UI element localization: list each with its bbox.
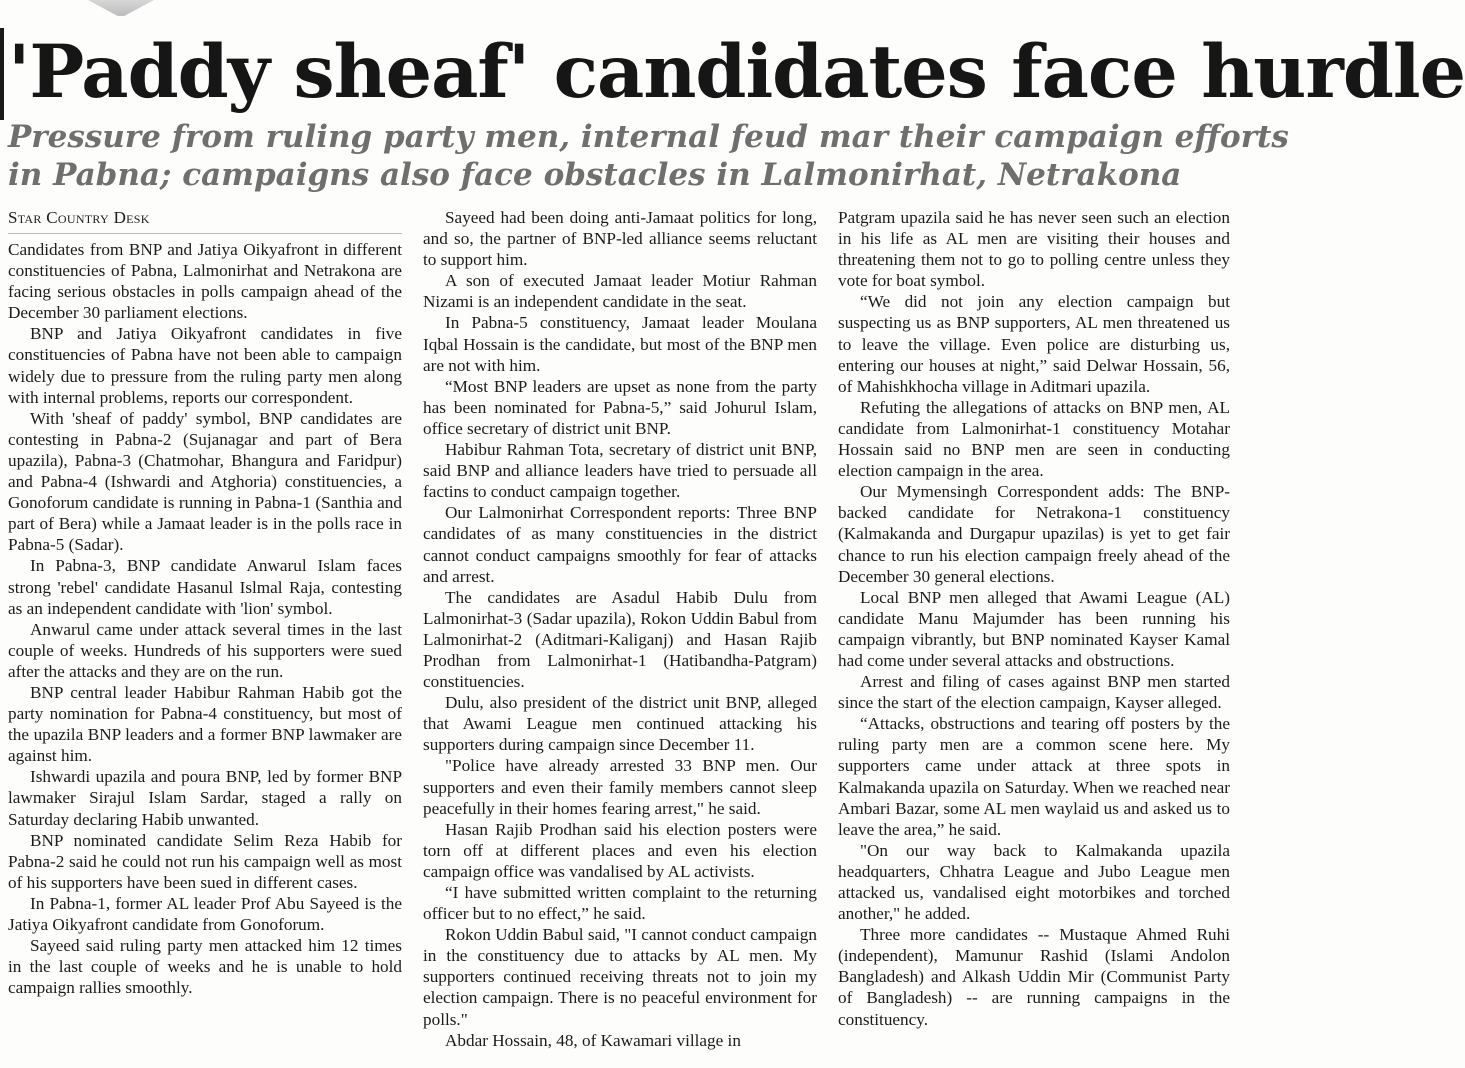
headline-rule bbox=[0, 28, 4, 120]
paragraph: The candidates are Asadul Habib Dulu from Lalmonirhat-3 (Sadar upazila), Rokon Uddin Babul from Lalmonirhat-2 (Aditmari-Kaliganj) and Hasan Rajib Prodhan from Lalmonirhat-1 (Hatibandha-Patgram) constituencies. bbox=[423, 587, 817, 692]
article-column-3 bbox=[838, 207, 1230, 1030]
paragraph: Our Mymensingh Correspondent adds: The BNP-backed candidate for Netrakona-1 constituency (Kalmakanda and Durgapur upazilas) is yet to get fair chance to run his election campaign freely ahead of the December 30 general elections. bbox=[838, 482, 1230, 586]
paragraph: In Pabna-5 constituency, Jamaat leader Moulana Iqbal Hossain is the candidate, but most of the BNP men are not with him. bbox=[423, 313, 817, 375]
paragraph: A son of executed Jamaat leader Motiur Rahman Nizami is an independent candidate in the seat. bbox=[423, 271, 817, 312]
paragraph: Patgram upazila said he has never seen such an election in his life as AL men are visiting their houses and threatening them not to go to polling centre unless they vote for boat symbol. bbox=[838, 208, 1230, 291]
subheadline-line-1: Pressure from ruling party men, internal feud mar their campaign efforts bbox=[8, 119, 1289, 155]
paragraph: “Attacks, obstructions and tearing off posters by the ruling party men are a common scene here. My supporters came under attack at three spots in Kalmakanda upazila on Saturday. When we reached near Ambari Bazar, some AL men waylaid us and asked us to leave the area,” he said. bbox=[838, 714, 1230, 839]
paragraph: Hasan Rajib Prodhan said his election posters were torn off at different places and even his election campaign office was vandalised by AL activists. bbox=[423, 819, 817, 881]
headline: 'Paddy sheaf' candidates face hurdle bbox=[8, 29, 1465, 115]
paragraph: Sayeed said ruling party men attacked him 12 times in the last couple of weeks and he is unable to hold campaign rallies smoothly. bbox=[8, 936, 402, 998]
paragraph: BNP central leader Habibur Rahman Habib got the party nomination for Pabna-4 constituency, but most of the upazila BNP leaders and a former BNP lawmaker are against him. bbox=[8, 682, 402, 766]
paragraph: Habibur Rahman Tota, secretary of district unit BNP, said BNP and alliance leaders have tried to persuade all factins to conduct campaign together. bbox=[423, 440, 817, 502]
paragraph: "On our way back to Kalmakanda upazila headquarters, Chhatra League and Jubo League men attacked us, vandalised eight motorbikes and torched another," he added. bbox=[838, 840, 1230, 924]
paragraph: “I have submitted written complaint to the returning officer but to no effect,” he said. bbox=[423, 883, 817, 924]
paragraph: Arrest and filing of cases against BNP men started since the start of the election campaign, Kayser alleged. bbox=[838, 672, 1230, 713]
paragraph: "Police have already arrested 33 BNP men. Our supporters and even their family members cannot sleep peacefully in their homes fearing arrest," he said. bbox=[423, 756, 817, 818]
paragraph: In Pabna-3, BNP candidate Anwarul Islam faces strong 'rebel' candidate Hasanul Islmal Raja, contesting as an independent candidate with 'lion' symbol. bbox=[8, 556, 402, 618]
article-column-1 bbox=[8, 207, 402, 998]
paragraph: Sayeed had been doing anti-Jamaat politics for long, and so, the partner of BNP-led alliance seems reluctant to support him. bbox=[423, 208, 817, 270]
paragraph: “Most BNP leaders are upset as none from the party has been nominated for Pabna-5,” said Johurul Islam, office secretary of district unit BNP. bbox=[423, 376, 817, 438]
paragraph: BNP and Jatiya Oikyafront candidates in five constituencies of Pabna have not been able to campaign widely due to pressure from the ruling party men along with internal problems, reports our correspondent. bbox=[8, 324, 402, 407]
paragraph: Our Lalmonirhat Correspondent reports: Three BNP candidates of as many constituencies in the district cannot conduct campaigns smoothly for fear of attacks and arrest. bbox=[423, 503, 817, 586]
paragraph: Candidates from BNP and Jatiya Oikyafront in different constituencies of Pabna, Lalmonirhat and Netrakona are facing serious obstacles in polls campaign ahead of the December 30 parliament elections. bbox=[8, 240, 402, 323]
paragraph: Dulu, also president of the district unit BNP, alleged that Awami League men continued attacking his supporters during campaign since December 11. bbox=[423, 693, 817, 755]
paragraph: In Pabna-1, former AL leader Prof Abu Sayeed is the Jatiya Oikyafront candidate from Gonoforum. bbox=[8, 893, 402, 934]
byline: Star Country Desk bbox=[8, 207, 402, 234]
paragraph: Refuting the allegations of attacks on BNP men, AL candidate from Lalmonirhat-1 constituency Motahar Hossain said no BNP men are seen in conducting election campaign in the area. bbox=[838, 397, 1230, 481]
subheadline bbox=[8, 118, 1289, 194]
paragraph: Local BNP men alleged that Awami League (AL) candidate Manu Majumder has been running his campaign vibrantly, but BNP nominated Kayser Kamal had come under several attacks and obstructions. bbox=[838, 587, 1230, 670]
paragraph: BNP nominated candidate Selim Reza Habib for Pabna-2 said he could not run his campaign well as most of his supporters have been sued in different cases. bbox=[8, 830, 402, 892]
page-edge-graphic bbox=[88, 0, 154, 16]
paragraph: Rokon Uddin Babul said, "I cannot conduct campaign in the constituency due to attacks by AL men. My supporters continued receiving threats not to join my election campaign. There is no peaceful environment for polls." bbox=[423, 925, 817, 1029]
subheadline-line-2: in Pabna; campaigns also face obstacles in Lalmonirhat, Netrakona bbox=[8, 157, 1182, 193]
paragraph: Ishwardi upazila and poura BNP, led by former BNP lawmaker Sirajul Islam Sardar, staged a rally on Saturday declaring Habib unwanted. bbox=[8, 767, 402, 829]
paragraph: Three more candidates -- Mustaque Ahmed Ruhi (independent), Mamunur Rashid (Islami Andolon Bangladesh) and Alkash Uddin Mir (Communist Party of Bangladesh) -- are running campaigns in the constituency. bbox=[838, 925, 1230, 1029]
article-column-2 bbox=[423, 207, 817, 1051]
paragraph: “We did not join any election campaign but suspecting us as BNP supporters, AL men threatened us to leave the village. Even police are disturbing us, entering our houses at night,” said Delwar Hossain, 56, of Mahishkhocha village in Aditmari upazila. bbox=[838, 292, 1230, 396]
paragraph: Abdar Hossain, 48, of Kawamari village in bbox=[445, 1030, 741, 1050]
paragraph: Anwarul came under attack several times in the last couple of weeks. Hundreds of his supporters were sued after the attacks and they are on the run. bbox=[8, 619, 402, 681]
paragraph: With 'sheaf of paddy' symbol, BNP candidates are contesting in Pabna-2 (Sujanagar and part of Bera upazila), Pabna-3 (Chatmohar, Bhangura and Faridpur) and Pabna-4 (Ishwardi and Atghoria) constituencies, a Gonoforum candidate is running in Pabna-1 (Santhia and part of Bera) while a Jamaat leader is in the polls race in Pabna-5 (Sadar). bbox=[8, 408, 402, 555]
